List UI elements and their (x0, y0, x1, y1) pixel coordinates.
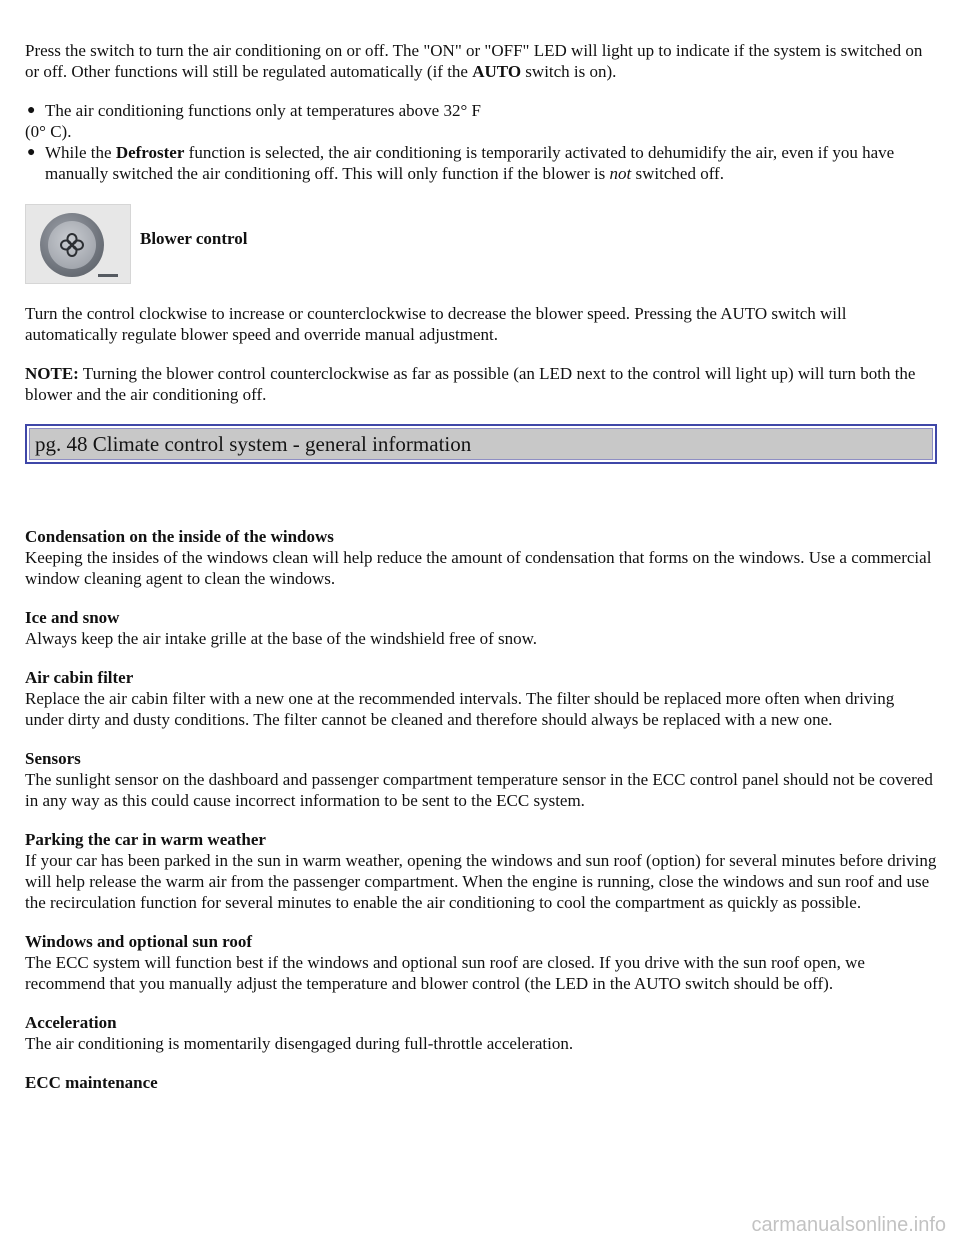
section-acceleration: Acceleration The air conditioning is momentarily disengaged during full-throttle acceleration. (25, 1013, 574, 1053)
section-sensors: Sensors The sunlight sensor on the dashboard and passenger compartment temperature sensor in the ECC control panel should not be covered in any way as this could cause incorrect information to be sent to the ECC system. (25, 749, 933, 810)
bullet-icon: ● (27, 103, 36, 118)
led-indicator (98, 274, 118, 277)
notes-list (25, 100, 937, 184)
bullet-icon: ● (27, 145, 36, 160)
auto-label: AUTO (472, 62, 522, 81)
blower-paragraph: Turn the control clockwise to increase or counterclockwise to decrease the blower speed. Pressing the AUTO switch will automatically regulate blower speed and override manual adjustment. (25, 304, 847, 344)
section-windows-sunroof: Windows and optional sun roof The ECC system will function best if the windows and optional sun roof are closed. If you drive with the sun roof open, we recommend that you manually adjust the temperature and blower control (the LED in the AUTO switch should be off). (25, 932, 865, 993)
manual-page (25, 40, 937, 1093)
list-item: ● While the Defroster function is selected, the air conditioning is temporarily activated to dehumidify the air, even if you have manually switched the air conditioning off. This will only function if the blower is not switched off. (27, 143, 895, 183)
fan-icon (59, 232, 85, 258)
section-title: Blower control (140, 228, 248, 248)
section-air-cabin-filter: Air cabin filter Replace the air cabin filter with a new one at the recommended intervals. The filter should be replaced more often when driving under dirty and dusty conditions. The filter cannot be cleaned and therefore should always be replaced with a new one. (25, 668, 895, 729)
note-paragraph: NOTE: Turning the blower control counterclockwise as far as possible (an LED next to the control will light up) will turn both the blower and the air conditioning off. (25, 364, 916, 404)
fan-knob-icon (25, 204, 131, 284)
section-ecc-maintenance: ECC maintenance (25, 1073, 158, 1092)
list-item: ● The air conditioning functions only at temperatures above 32° F (0° C). (25, 101, 481, 141)
blower-control-header (25, 204, 937, 284)
footer-watermark: carmanualsonline.info (751, 1214, 946, 1236)
page-title: pg. 48 Climate control system - general information (29, 428, 933, 460)
section-condensation: Condensation on the inside of the windows Keeping the insides of the windows clean will help reduce the amount of condensation that forms on the windows. Use a commercial window cleaning agent to clean the windows. (25, 527, 932, 588)
ac-switch-paragraph: Press the switch to turn the air conditioning on or off. The "ON" or "OFF" LED will light up to indicate if the system is switched on or off. Other functions will still be regulated automatically (if the AUTO switch is on). (25, 41, 923, 81)
section-parking-warm: Parking the car in warm weather If your car has been parked in the sun in warm weather, opening the windows and sun roof (option) for several minutes before driving will help release the warm air from the passenger compartment. When the engine is running, close the windows and sun roof and use the recirculation function for several minutes to enable the air conditioning to cool the compartment as quickly as possible. (25, 830, 937, 912)
page-banner (25, 424, 937, 464)
section-ice-snow: Ice and snow Always keep the air intake grille at the base of the windshield free of snow. (25, 608, 538, 648)
